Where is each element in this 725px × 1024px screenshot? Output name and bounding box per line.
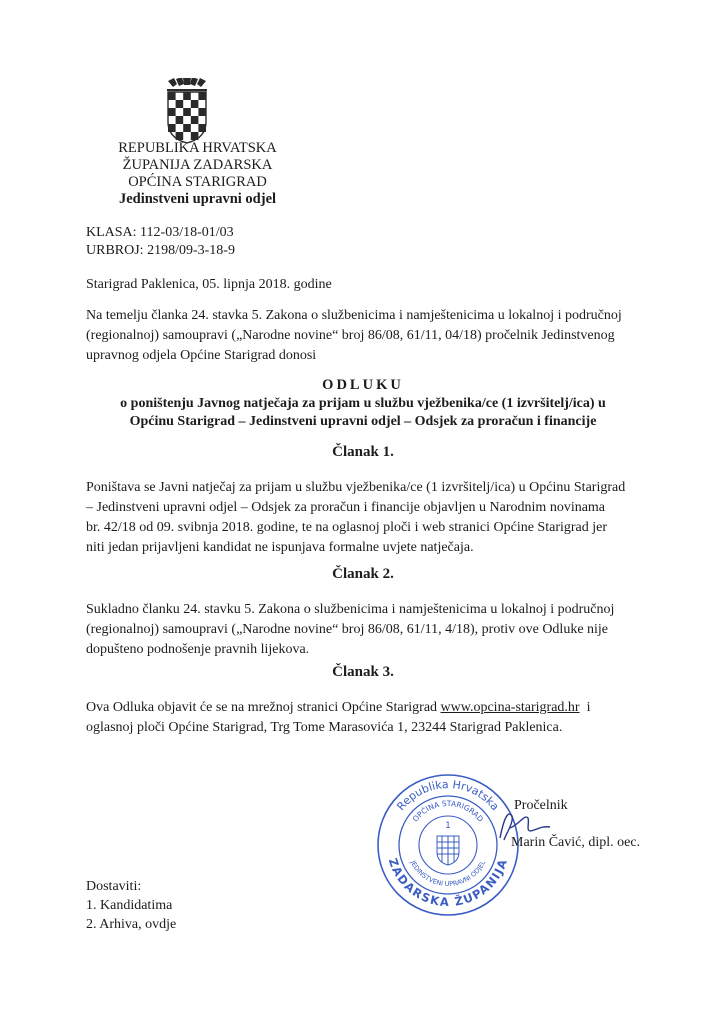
crest-check [183, 124, 191, 132]
article-3-heading: Članak 3. [332, 664, 394, 680]
decision-subtitle-line: o poništenju Javnog natječaja za prijam u službu vježbenika/ce (1 izvršitelj/ica) u [120, 396, 606, 411]
decision-heading: ODLUKU [322, 377, 404, 393]
article-1-line: br. 42/18 od 09. svibnja 2018. godine, te na oglasnoj ploči i web stranici Općine Starigrad jer [86, 520, 608, 535]
article-2-heading: Članak 2. [332, 566, 394, 582]
signature-name: Marin Čavić, dipl. oec. [511, 835, 641, 850]
intro-line: (regionalnoj) samoupravi („Narodne novine“ broj 86/08, 61/11, 04/18) pročelnik Jedinstvenog [86, 328, 615, 343]
decision-subtitle-line: Općinu Starigrad – Jedinstveni upravni odjel – Odsjek za proračun i financije [129, 414, 597, 429]
article-3-line [86, 698, 590, 718]
crest-check [168, 124, 176, 132]
crest-check [191, 100, 199, 108]
crest-check [176, 116, 184, 124]
crest-check [168, 92, 176, 100]
article-2-line: dopušteno podnošenje pravnih lijekova. [86, 642, 310, 657]
article-1-heading: Članak 1. [332, 444, 394, 460]
article-1-line: – Jedinstveni upravni odjel – Odsjek za proračun i financije objavljen u Narodnim novinama [86, 500, 606, 515]
official-stamp [373, 770, 523, 920]
delivery-heading: Dostaviti: [86, 879, 142, 894]
crest-check [183, 92, 191, 100]
crest-check [176, 100, 184, 108]
intro-line: Na temelju članka 24. stavka 5. Zakona o službenicima i namještenicima u lokalnoj i područnoj [86, 308, 622, 323]
crest-check [183, 108, 191, 116]
crest-check [198, 124, 206, 132]
article-2-line: Sukladno članku 24. stavku 5. Zakona o službenicima i namještenicima u lokalnoj i područnoj [86, 602, 615, 617]
stamp-text-inner-bottom: JEDINSTVENI UPRAVNI ODJEL [408, 859, 488, 889]
stamp-crest-icon [437, 836, 459, 865]
place-date: Starigrad Paklenica, 05. lipnja 2018. godine [86, 277, 332, 292]
coat-of-arms-icon [164, 78, 210, 144]
signature-role: Pročelnik [514, 798, 568, 813]
article-1-line: niti jedan prijavljeni kandidat ne ispunjava formalne uvjete natječaja. [86, 540, 474, 555]
intro-line: upravnog odjela Općine Starigrad donosi [86, 348, 317, 363]
klasa-number: KLASA: 112-03/18-01/03 [86, 225, 234, 240]
crest-check [191, 116, 199, 124]
stamp-text-outer-top: Republika Hrvatska [394, 777, 502, 814]
header-line-county: ŽUPANIJA ZADARSKA [122, 157, 273, 173]
municipality-website-link[interactable]: www.opcina-starigrad.hr [440, 700, 580, 715]
crest-check [191, 132, 199, 140]
header-line-republic: REPUBLIKA HRVATSKA [118, 140, 277, 156]
article-3-line: oglasnoj ploči Općine Starigrad, Trg Tome Marasovića 1, 23244 Starigrad Paklenica. [86, 720, 563, 735]
crest-check [198, 108, 206, 116]
stamp-text-inner-top: OPĆINA STARIGRAD [410, 798, 486, 824]
crest-check [176, 132, 184, 140]
stamp-number: 1 [445, 821, 451, 831]
crest-check [198, 92, 206, 100]
article-1-line: Poništava se Javni natječaj za prijam u službu vježbenika/ce (1 izvršitelj/ica) u Općinu Starigrad [86, 480, 626, 495]
decision-title [86, 376, 640, 431]
article-3-text: Ova Odluka objavit će se na mrežnoj stranici Općine Starigrad [86, 700, 438, 715]
urbroj-number: URBROJ: 2198/09-3-18-9 [86, 243, 235, 258]
article-3-text: i [586, 700, 591, 715]
article-2-line: (regionalnoj) samoupravi („Narodne novine“ broj 86/08, 61/11, 4/18), protiv ove Odluke nije [86, 622, 609, 637]
delivery-item: 2. Arhiva, ovdje [86, 917, 177, 932]
delivery-item: 1. Kandidatima [86, 898, 173, 913]
crest-check [168, 108, 176, 116]
stamp-text-outer-bottom: ZADARSKA ŽUPANIJA [385, 856, 511, 910]
header-line-department: Jedinstveni upravni odjel [118, 191, 277, 207]
header-line-municipality: OPĆINA STARIGRAD [128, 174, 267, 190]
